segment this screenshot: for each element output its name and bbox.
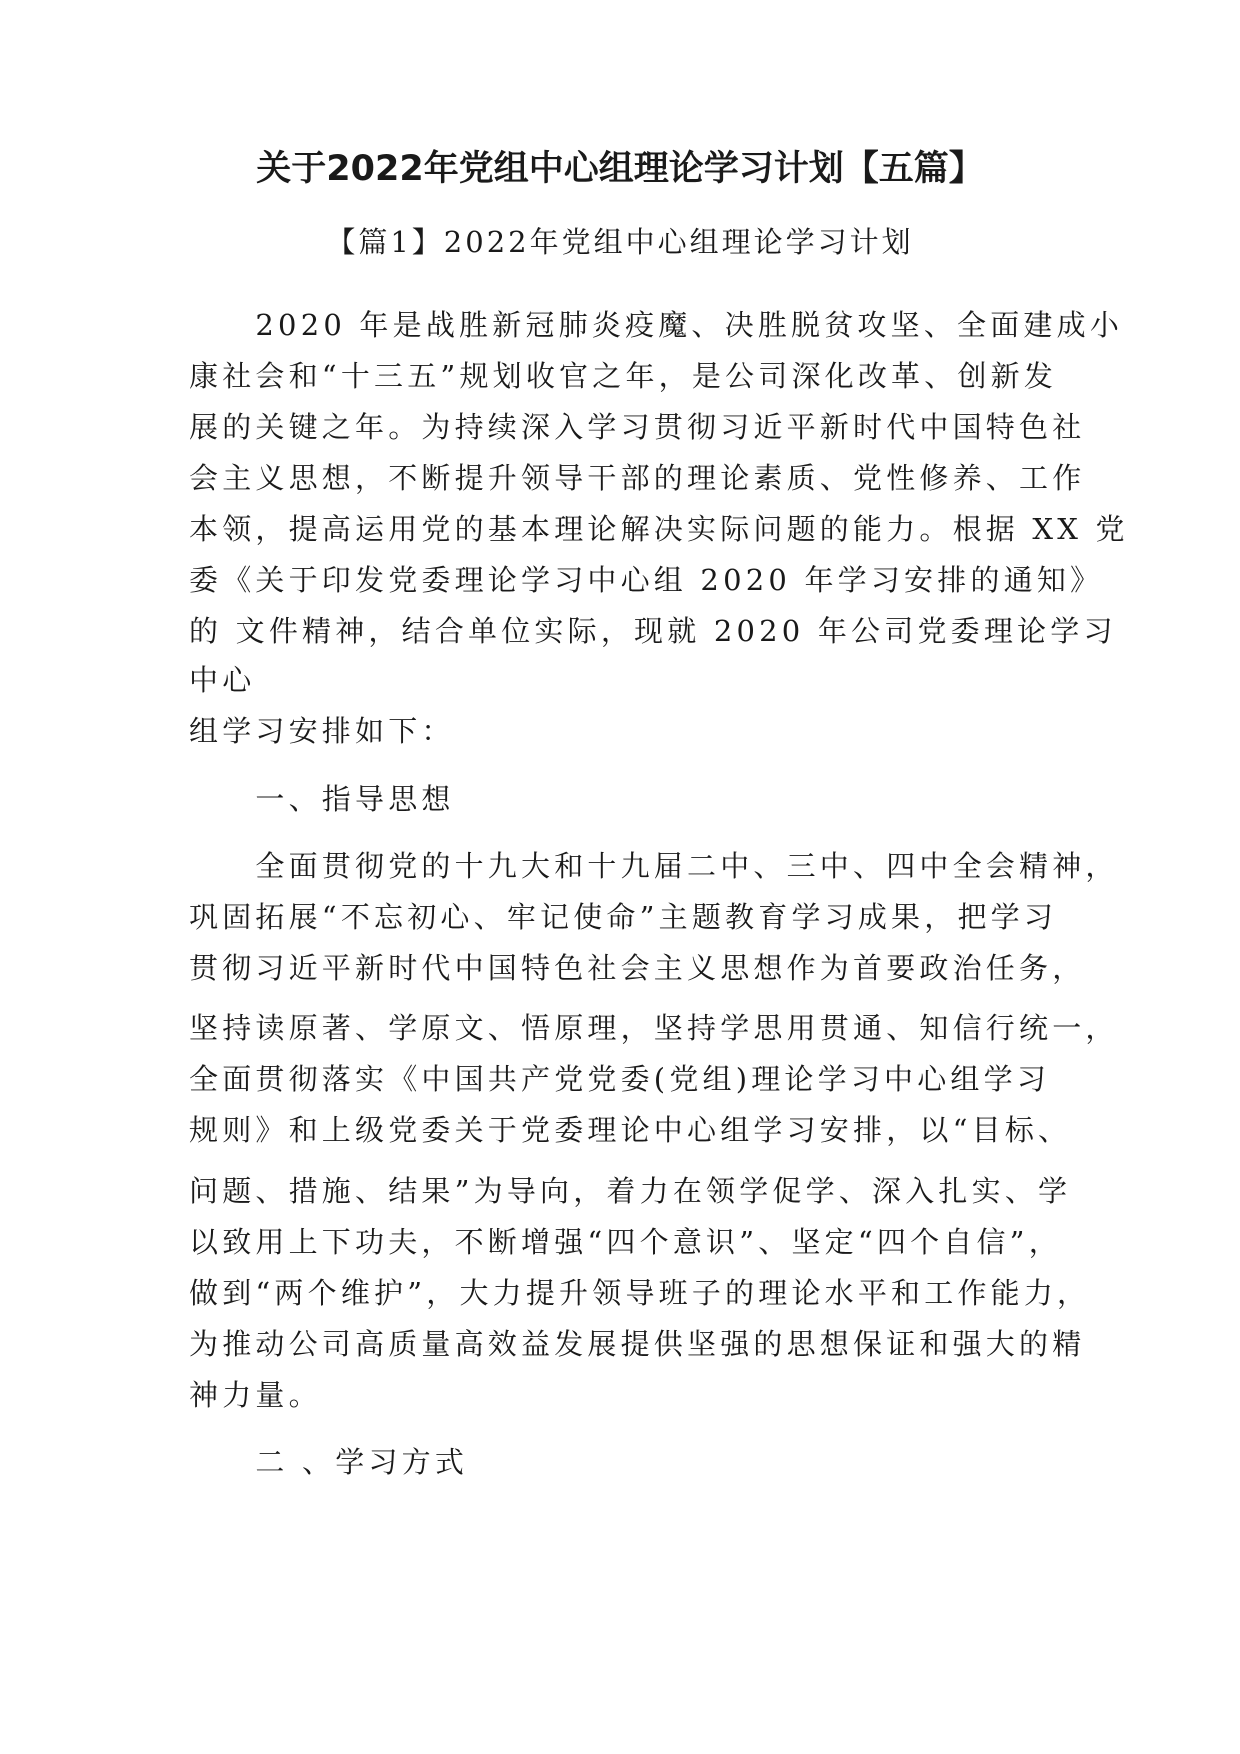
body-line-4: 会主义思想，不断提升领导干部的理论素质、党性修养、工作 [189,461,1086,495]
document-subtitle: 【篇1】2022年党组中心组理论学习计划 [326,225,914,259]
section-heading-1: 一、指导思想 [189,782,455,816]
body-line-18: 做到“两个维护”，大力提升领导班子的理论水平和工作能力， [189,1276,1091,1310]
body-line-13: 坚持读原著、学原文、悟原理，坚持学思用贯通、知信行统一， [189,1011,1119,1045]
document-title: 关于2022年党组中心组理论学习计划【五篇】 [256,149,984,189]
body-line-7: 的 文件精神，结合单位实际，现就 2020 年公司党委理论学习 [189,614,1117,648]
body-line-1: 2020 年是战胜新冠肺炎疫魔、决胜脱贫攻坚、全面建成小 [189,308,1124,342]
body-line-5: 本领，提高运用党的基本理论解决实际问题的能力。根据 XX 党 [189,512,1129,546]
body-line-8: 中心 [189,663,256,697]
body-line-12: 贯彻习近平新时代中国特色社会主义思想作为首要政治任务， [189,951,1086,985]
body-line-2: 康社会和“十三五”规划收官之年，是公司深化改革、创新发 [189,359,1058,393]
body-line-20: 神力量。 [189,1378,322,1412]
body-line-15: 规则》和上级党委关于党委理论中心组学习安排，以“目标、 [189,1113,1072,1147]
body-line-16: 问题、措施、结果”为导向，着力在领学促学、深入扎实、学 [189,1174,1072,1208]
body-line-14: 全面贯彻落实《中国共产党党委(党组)理论学习中心组学习 [189,1062,1051,1096]
body-line-11: 巩固拓展“不忘初心、牢记使命”主题教育学习成果，把学习 [189,900,1058,934]
body-line-6: 委《关于印发党委理论学习中心组 2020 年学习安排的通知》 [189,563,1104,597]
body-line-19: 为推动公司高质量高效益发展提供坚强的思想保证和强大的精 [189,1327,1086,1361]
body-line-3: 展的关键之年。为持续深入学习贯彻习近平新时代中国特色社 [189,410,1086,444]
body-line-17: 以致用上下功夫，不断增强“四个意识”、坚定“四个自信”， [189,1225,1062,1259]
body-line-10: 全面贯彻党的十九大和十九届二中、三中、四中全会精神， [189,849,1119,883]
section-heading-2: 二 、学习方式 [189,1445,469,1479]
body-line-9: 组学习安排如下： [189,714,455,748]
